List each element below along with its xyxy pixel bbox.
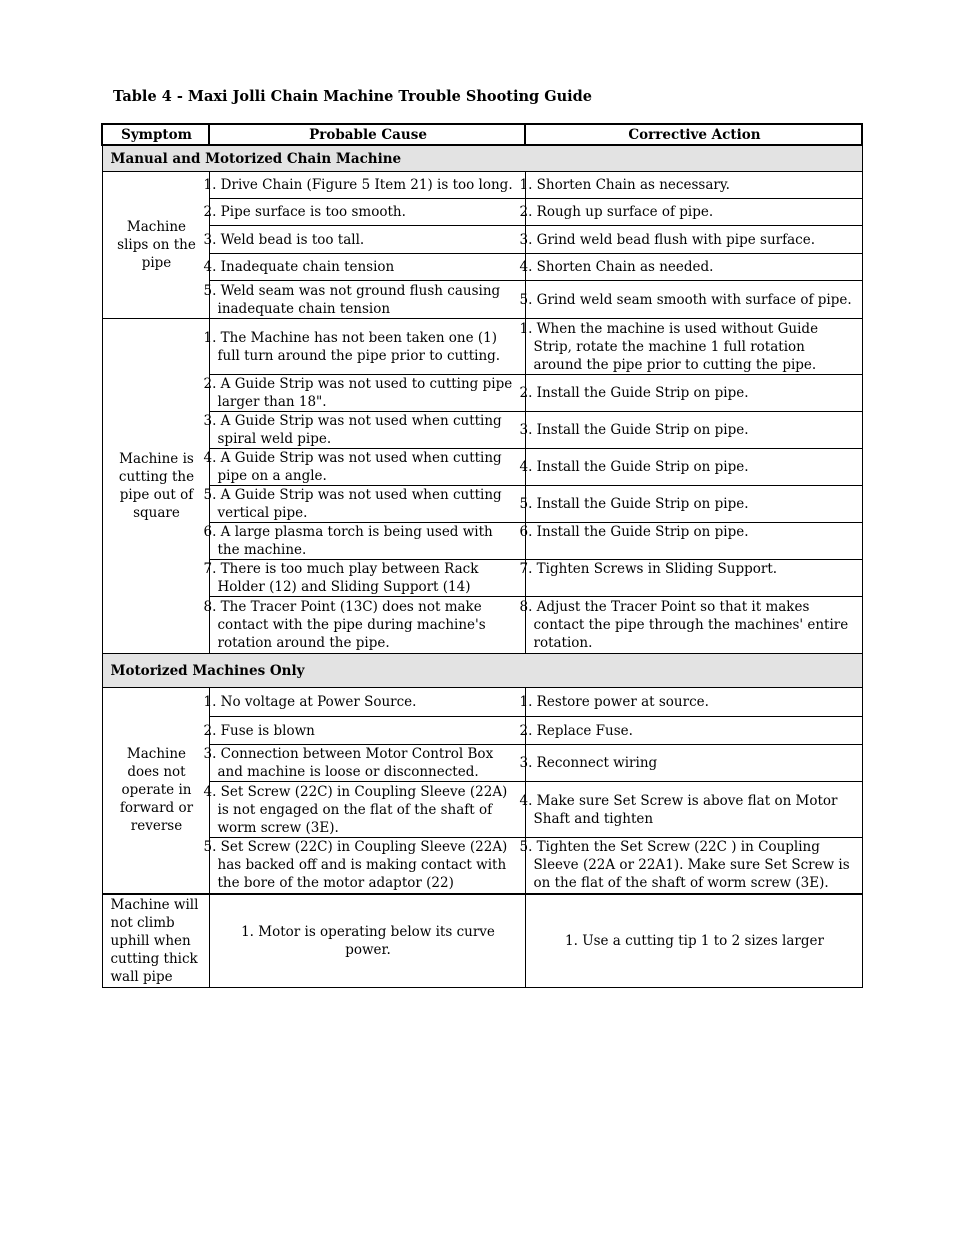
table-row [102,199,862,226]
cause-cell: 1. The Machine has not been taken one (1) full turn around the pipe prior to cutting. [209,319,525,375]
symptom-cell: Machine slips on the pipe [102,172,209,319]
table-row [102,523,862,560]
header-probable-cause: Probable Cause [209,124,525,145]
action-cell: 2. Install the Guide Strip on pipe. [525,375,862,412]
troubleshooting-table [101,123,863,988]
action-cell: 1. Shorten Chain as necessary. [525,172,862,199]
section-row [102,145,862,172]
action-cell: 1. Use a cutting tip 1 to 2 sizes larger [525,894,862,988]
table-row [102,688,862,717]
cause-cell: 7. There is too much play between Rack Holder (12) and Sliding Support (14) [209,560,525,597]
table-row [102,597,862,654]
section-row [102,654,862,688]
symptom-cell: Machine does not operate in forward or reverse [102,688,209,894]
cause-cell: 3. Connection between Motor Control Box and machine is loose or disconnected. [209,745,525,782]
table-row [102,319,862,375]
table-row [102,745,862,782]
table-row [102,281,862,319]
table-row [102,172,862,199]
table-row [102,782,862,838]
cause-cell: 5. A Guide Strip was not used when cutting vertical pipe. [209,486,525,523]
cause-cell: 1. No voltage at Power Source. [209,688,525,717]
action-cell: 5. Grind weld seam smooth with surface of pipe. [525,281,862,319]
symptom-cell: Machine is cutting the pipe out of square [102,319,209,654]
cause-cell: 4. Inadequate chain tension [209,254,525,281]
table-row [102,486,862,523]
cause-cell: 8. The Tracer Point (13C) does not make contact with the pipe during machine's rotation around the pipe. [209,597,525,654]
action-cell: 3. Install the Guide Strip on pipe. [525,412,862,449]
cause-cell: 6. A large plasma torch is being used with the machine. [209,523,525,560]
cause-cell: 1. Motor is operating below its curve power. [209,894,525,988]
cause-cell: 2. A Guide Strip was not used to cutting pipe larger than 18". [209,375,525,412]
table-row [102,375,862,412]
action-cell: 1. Restore power at source. [525,688,862,717]
section-label: Manual and Motorized Chain Machine [102,145,862,172]
action-cell: 4. Install the Guide Strip on pipe. [525,449,862,486]
action-cell: 5. Install the Guide Strip on pipe. [525,486,862,523]
action-cell: 7. Tighten Screws in Sliding Support. [525,560,862,597]
action-cell: 4. Make sure Set Screw is above flat on Motor Shaft and tighten [525,782,862,838]
cause-cell: 3. Weld bead is too tall. [209,226,525,254]
cause-cell: 4. Set Screw (22C) in Coupling Sleeve (22A) is not engaged on the flat of the shaft of worm screw (3E). [209,782,525,838]
table-row [102,449,862,486]
action-cell: 1. When the machine is used without Guide Strip, rotate the machine 1 full rotation around the pipe prior to cutting the pipe. [525,319,862,375]
action-cell: 4. Shorten Chain as needed. [525,254,862,281]
action-cell: 8. Adjust the Tracer Point so that it makes contact the pipe through the machines' entire rotation. [525,597,862,654]
cause-cell: 5. Set Screw (22C) in Coupling Sleeve (22A) has backed off and is making contact with the bore of the motor adaptor (22) [209,838,525,894]
cause-cell: 5. Weld seam was not ground flush causing inadequate chain tension [209,281,525,319]
action-cell: 3. Reconnect wiring [525,745,862,782]
header-symptom: Symptom [102,124,209,145]
section-label: Motorized Machines Only [102,654,862,688]
table-row [102,254,862,281]
table-row [102,412,862,449]
table-row [102,717,862,745]
action-cell: 6. Install the Guide Strip on pipe. [525,523,862,560]
action-cell: 5. Tighten the Set Screw (22C ) in Coupling Sleeve (22A or 22A1). Make sure Set Screw is on the flat of the shaft of worm screw (3E). [525,838,862,894]
table-row [102,838,862,894]
header-corrective-action: Corrective Action [525,124,862,145]
header-row [102,124,862,145]
cause-cell: 1. Drive Chain (Figure 5 Item 21) is too long. [209,172,525,199]
table-row [102,894,862,988]
table-row [102,560,862,597]
cause-cell: 2. Fuse is blown [209,717,525,745]
table-title: Table 4 - Maxi Jolli Chain Machine Trouble Shooting Guide [113,88,592,105]
cause-cell: 3. A Guide Strip was not used when cutting spiral weld pipe. [209,412,525,449]
table-row [102,226,862,254]
action-cell: 3. Grind weld bead flush with pipe surface. [525,226,862,254]
cause-cell: 4. A Guide Strip was not used when cutting pipe on a angle. [209,449,525,486]
action-cell: 2. Rough up surface of pipe. [525,199,862,226]
symptom-cell: Machine will not climb uphill when cutting thick wall pipe [102,894,209,988]
cause-cell: 2. Pipe surface is too smooth. [209,199,525,226]
action-cell: 2. Replace Fuse. [525,717,862,745]
